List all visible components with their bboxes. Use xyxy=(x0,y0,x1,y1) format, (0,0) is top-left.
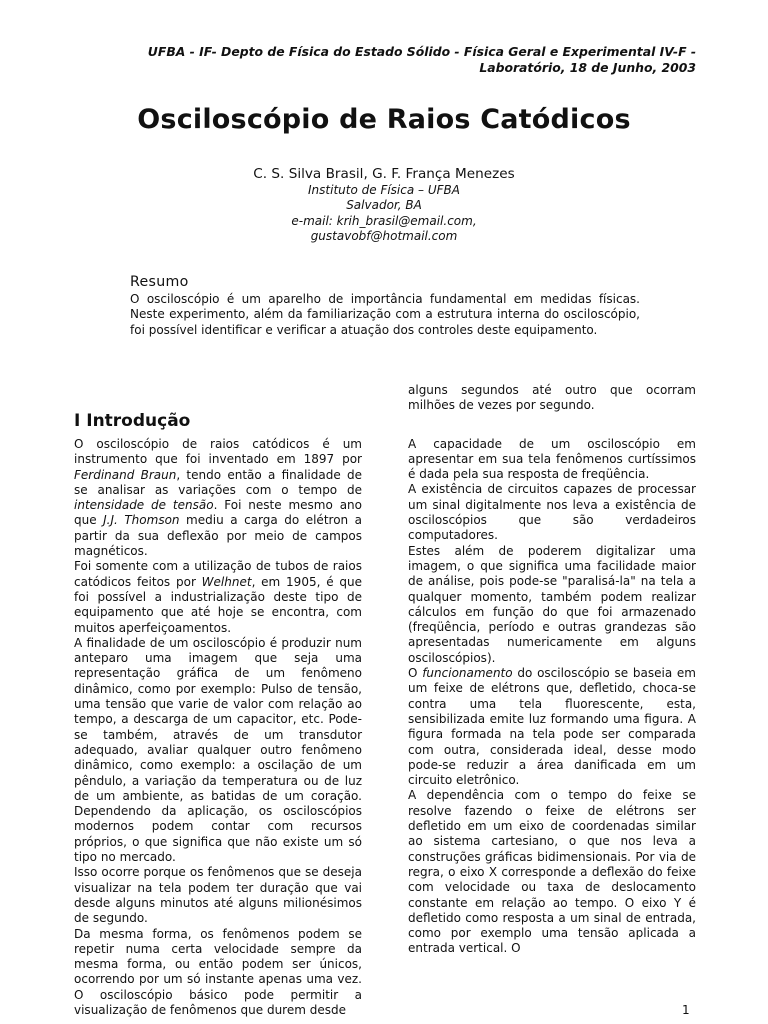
text-span: do osciloscópio se baseia em um feixe de elétrons que, defletido, choca-se contra uma tela fluorescente, esta, sensibilizada emite luz formando uma figura. A figura formada na tela pode ser comparada com outra, considerada ideal, desse modo pode-se reduzir a área danificada em um circuito eletrônico. xyxy=(408,666,697,788)
italic-term: funcionamento xyxy=(422,666,513,681)
paragraph-6: A capacidade de um osciloscópio em apresentar em sua tela fenômenos curtíssimos é dada pela sua resposta de freqüência. xyxy=(408,436,696,482)
paper-title: Osciloscópio de Raios Catódicos xyxy=(137,104,631,135)
paragraph-9 xyxy=(408,666,696,788)
person-name: Ferdinand Braun xyxy=(74,467,177,482)
header-line-1: UFBA - IF- Depto de Física do Estado Sólido - Física Geral e Experimental IV-F - xyxy=(147,44,696,59)
paragraph-10: A dependência com o tempo do feixe se resolve fazendo o feixe de elétrons ser defletido em um eixo de coordenadas similar ao sistema cartesiano, o que nos leva a construções gráficas bidimensionais. Por via de regra, o eixo X corresponde a deflexão do feixe com velocidade ou taxa de deslocamento constante em relação ao tempo. O eixo Y é defletido como resposta a um sinal de entrada, como por exemplo uma tensão aplicada a entrada vertical. O xyxy=(408,788,696,956)
abstract-text: O osciloscópio é um aparelho de importância fundamental em medidas físicas. Neste experimento, além da familiarização com a estrutura interna do osciloscópio, foi possível identificar e verificar a atuação dos controles deste equipamento. xyxy=(130,292,640,337)
header-line-2: Laboratório, 18 de Junho, 2003 xyxy=(479,59,696,75)
paragraph-8: Estes além de poderem digitalizar uma imagem, o que significa uma facilidade maior de análise, pois pode-se "paralisá-la" na tela a qualquer momento, também podem realizar cálculos em função do que foi armazenado (freqüência, período e outras grandezas são apresentadas numericamente em alguns osciloscópios). xyxy=(408,543,696,665)
page-number: 1 xyxy=(682,1003,690,1017)
text-span: , em 1905, é que foi possível a industrialização deste tipo de equipamento que até hoje se encontra, com muitos aperfeiçoamentos. xyxy=(74,574,362,635)
right-column xyxy=(408,383,696,957)
column-gap xyxy=(408,414,696,437)
paragraph-1 xyxy=(74,437,362,559)
institute-line: Instituto de Física – UFBA xyxy=(308,183,460,197)
person-name: Welhnet xyxy=(201,574,252,589)
text-span: Foi somente com a utilização de tubos de raios catódicos feitos por xyxy=(74,559,362,589)
affiliation-block xyxy=(0,183,768,245)
author-list: C. S. Silva Brasil, G. F. França Menezes xyxy=(253,166,515,182)
text-span: mediu a carga do elétron a partir da sua deflexão por meio de campos magnéticos. xyxy=(74,513,363,559)
text-span: O xyxy=(408,666,423,681)
italic-term: intensidade de tensão xyxy=(74,498,214,513)
running-header xyxy=(100,44,696,75)
paragraph-3: A finalidade de um osciloscópio é produzir num anteparo uma imagem que seja uma representação gráfica de um fenômeno dinâmico, como por exemplo: Pulso de tensão, uma tensão que varie de valor com relação ao tempo, a descarga de um capacitor, etc. Pode-se também, através de um transdutor adequado, avaliar qualquer outro fenômeno dinâmico, como exemplo: a oscilação de um pêndulo, a variação da temperatura ou de luz de um ambiente, as batidas de um coração. Dependendo da aplicação, os osciloscópios modernos podem contar com recursos próprios, o que significa que não existe um só tipo no mercado. xyxy=(74,635,362,865)
paragraph-4: Isso ocorre porque os fenômenos que se deseja visualizar na tela podem ter duração que vai desde alguns minutos até alguns milionésimos de segundo. xyxy=(74,865,362,926)
section-heading-introduction: I Introdução xyxy=(74,411,191,431)
text-span: O osciloscópio de raios catódicos é um instrumento que foi inventado em 1897 por xyxy=(74,437,362,467)
email-line-1: e-mail: krih_brasil@email.com, xyxy=(291,213,477,228)
text-span: . Foi neste mesmo ano que xyxy=(74,498,362,528)
email-line-2: gustavobf@hotmail.com xyxy=(310,229,458,244)
paragraph-5-continued: alguns segundos até outro que ocorram milhões de vezes por segundo. xyxy=(408,383,696,413)
person-name: J.J. Thomson xyxy=(103,513,180,528)
left-column xyxy=(74,437,362,1018)
paragraph-7: A existência de circuitos capazes de processar um sinal digitalmente nos leva a existência de osciloscópios que são verdadeiros computadores. xyxy=(408,482,696,543)
city-line: Salvador, BA xyxy=(346,198,422,213)
text-span: , tendo então a finalidade de se analisar as variações com o tempo de xyxy=(74,467,362,497)
abstract-heading: Resumo xyxy=(130,274,189,290)
paragraph-5: Da mesma forma, os fenômenos podem se repetir numa certa velocidade sempre da mesma forma, ou então podem ser únicos, ocorrendo por um só instante apenas uma vez. O osciloscópio básico pode permitir a visualização de fenômenos que durem desde xyxy=(74,926,362,1017)
paragraph-2 xyxy=(74,559,362,635)
